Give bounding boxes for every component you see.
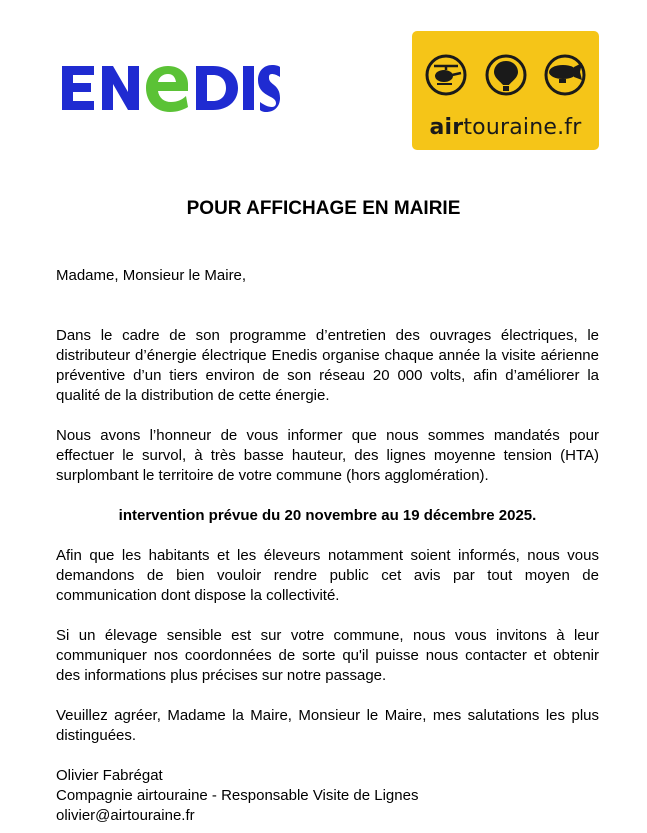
hot-air-balloon-icon — [487, 56, 525, 94]
airtouraine-logo — [412, 31, 599, 150]
paragraph-survol: Nous avons l’honneur de vous informer que nous sommes mandatés pour effectuer le survol, à très basse hauteur, des lignes moyenne tension (HTA) surplombant le territoire de votre commune (hors agglomération). — [56, 427, 599, 484]
brand-touraine: touraine.fr — [463, 115, 582, 140]
paragraph-closing: Veuillez agréer, Madame la Maire, Monsieur le Maire, mes salutations les plus distinguées. — [56, 707, 599, 744]
helicopter-icon — [427, 56, 465, 94]
letter-body — [56, 266, 599, 826]
enedis-logo — [58, 62, 280, 114]
signature-block — [56, 766, 599, 826]
airship-icon — [546, 56, 584, 94]
paragraph-programme: Dans le cadre de son programme d’entretien des ouvrages électriques, le distributeur d’énergie électrique Enedis organise chaque année la visite aérienne préventive d’un tiers environ de son réseau 20 000 volts, afin d’améliorer la qualité de la distribution de cette énergie. — [56, 327, 599, 404]
paragraph-information: Afin que les habitants et les éleveurs notamment soient informés, nous vous demandons de bien vouloir rendre public cet avis par tout moyen de communication dont dispose la collectivité. — [56, 547, 599, 604]
page-title: POUR AFFICHAGE EN MAIRIE — [186, 198, 461, 219]
signature-role: Compagnie airtouraine - Responsable Visite de Lignes — [56, 787, 419, 804]
brand-air: air — [429, 115, 464, 140]
airtouraine-icons — [424, 53, 587, 97]
signature-name: Olivier Fabrégat — [56, 767, 163, 784]
airtouraine-brand-text — [412, 115, 599, 141]
signature-email[interactable]: olivier@airtouraine.fr — [56, 807, 195, 824]
salutation: Madame, Monsieur le Maire, — [56, 267, 247, 284]
paragraph-elevage: Si un élevage sensible est sur votre commune, nous vous invitons à leur communiquer nos coordonnées de sorte qu'il puisse nous contacter et obtenir des informations plus précises sur notre passage. — [56, 627, 599, 684]
intervention-dates: intervention prévue du 20 novembre au 19 décembre 2025. — [118, 507, 537, 524]
